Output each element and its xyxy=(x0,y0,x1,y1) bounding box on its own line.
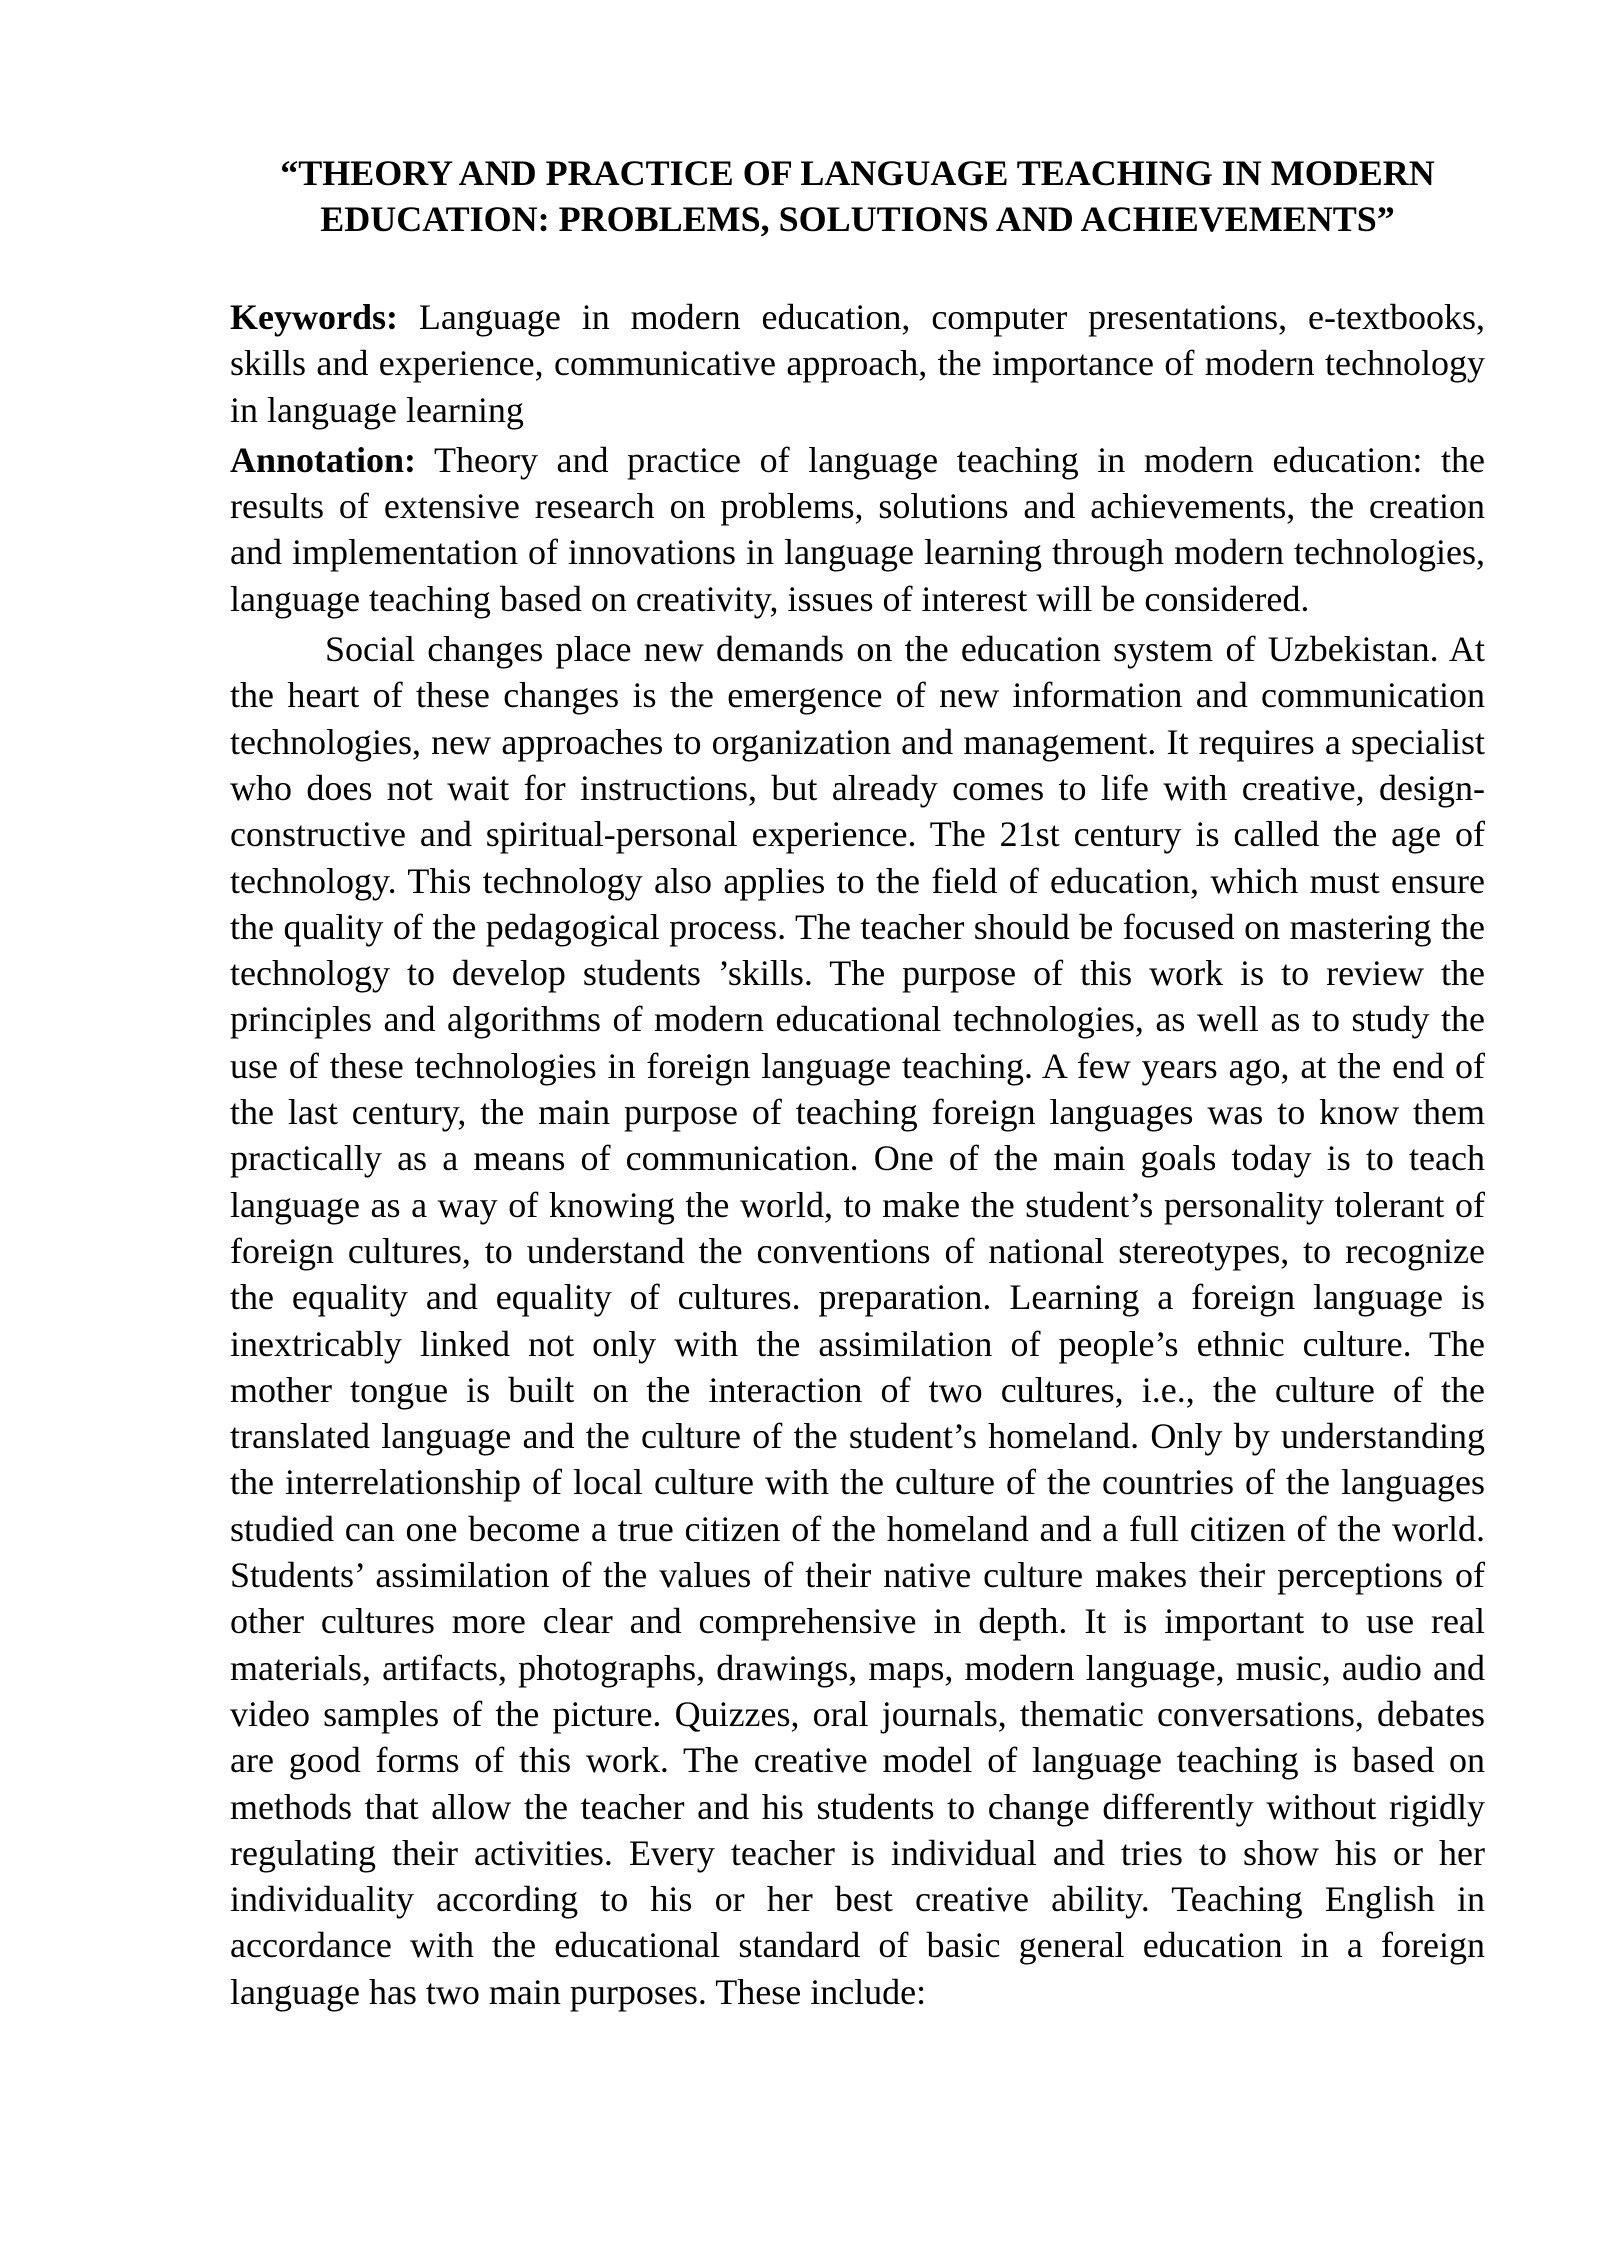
annotation-label: Annotation: xyxy=(230,439,417,480)
annotation-text: Theory and practice of language teaching in modern education: the results of extensive research on problems, solutions and achievements, the creation and implementation of innovations in language learning through modern technologies, language teaching based on creativity, issues of interest will be considered. xyxy=(230,439,1485,619)
keywords-paragraph xyxy=(230,294,1485,433)
paper-title xyxy=(230,150,1485,242)
body-paragraph: Social changes place new demands on the education system of Uzbekistan. At the heart of these changes is the emergence of new information and communication technologies, new approaches to organization and management. It requires a specialist who does not wait for instructions, but already comes to life with creative, design-constructive and spiritual-personal experience. The 21st century is called the age of technology. This technology also applies to the field of education, which must ensure the quality of the pedagogical process. The teacher should be focused on mastering the technology to develop students ’skills. The purpose of this work is to review the principles and algorithms of modern educational technologies, as well as to study the use of these technologies in foreign language teaching. A few years ago, at the end of the last century, the main purpose of teaching foreign languages was to know them practically as a means of communication. One of the main goals today is to teach language as a way of knowing the world, to make the student’s personality tolerant of foreign cultures, to understand the conventions of national stereotypes, to recognize the equality and equality of cultures. preparation. Learning a foreign language is inextricably linked not only with the assimilation of people’s ethnic culture. The mother tongue is built on the interaction of two cultures, i.e., the culture of the translated language and the culture of the student’s homeland. Only by understanding the interrelationship of local culture with the culture of the countries of the languages studied can one become a true citizen of the homeland and a full citizen of the world. Students’ assimilation of the values of their native culture makes their perceptions of other cultures more clear and comprehensive in depth. It is important to use real materials, artifacts, photographs, drawings, maps, modern language, music, audio and video samples of the picture. Quizzes, oral journals, thematic conversations, debates are good forms of this work. The creative model of language teaching is based on methods that allow the teacher and his students to change differently without rigidly regulating their activities. Every teacher is individual and tries to show his or her individuality according to his or her best creative ability. Teaching English in accordance with the educational standard of basic general education in a foreign language has two main purposes. These include: xyxy=(230,629,1485,2012)
keywords-label: Keywords: xyxy=(230,297,398,337)
document-page xyxy=(230,150,1485,2015)
keywords-text: Language in modern education, computer presentations, e-textbooks, skills and experience, communicative approach, the importance of modern technology in language learning xyxy=(230,297,1485,430)
annotation-paragraph xyxy=(230,437,1485,622)
paper-title-line-1: “THEORY AND PRACTICE OF LANGUAGE TEACHING IN MODERN xyxy=(280,153,1435,193)
paper-title-line-2: EDUCATION: PROBLEMS, SOLUTIONS AND ACHIEVEMENTS” xyxy=(320,199,1395,239)
